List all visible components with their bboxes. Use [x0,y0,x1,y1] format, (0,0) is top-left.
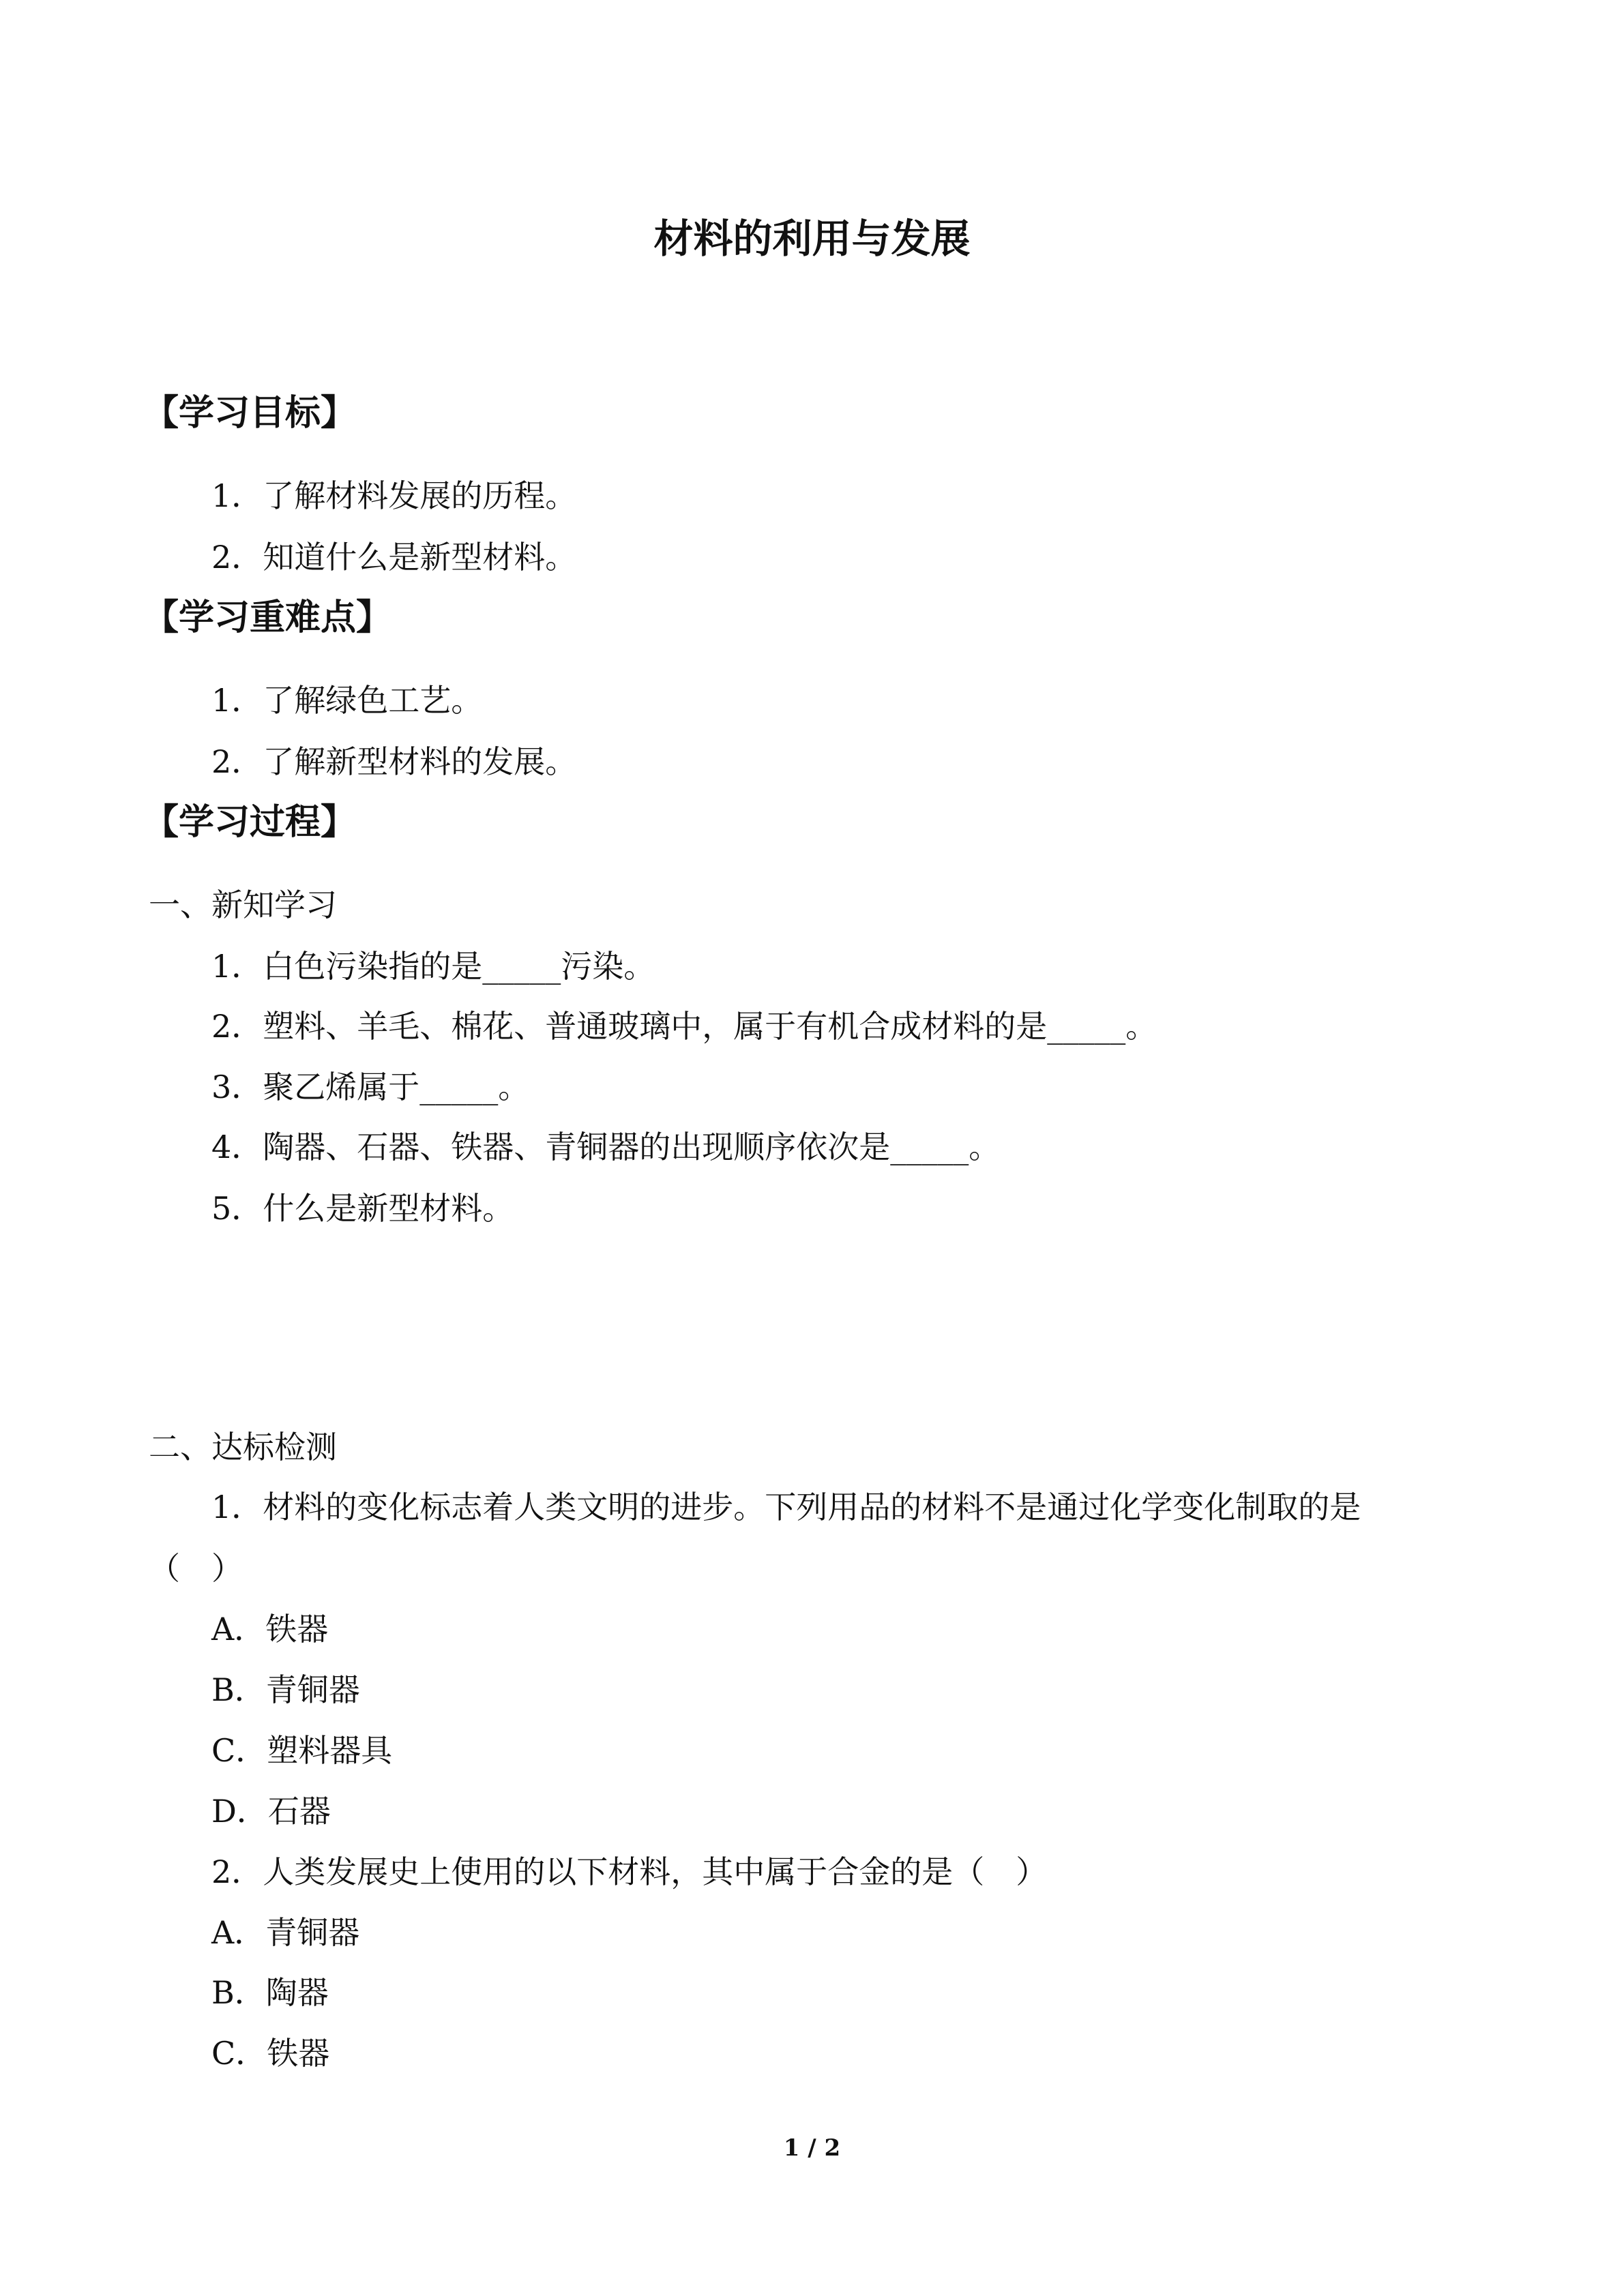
new-knowledge-item-4: 4．陶器、石器、铁器、青铜器的出现顺序依次是_____。 [211,1129,1001,1165]
objective-item-1: 1．了解材料发展的历程。 [211,477,577,514]
page-number: 1 / 2 [783,2134,841,2162]
question-2-option-b: B．陶器 [211,1974,329,2011]
new-knowledge-item-2: 2．塑料、羊毛、棉花、普通玻璃中，属于有机合成材料的是_____。 [211,1008,1157,1045]
key-point-item-1: 1．了解绿色工艺。 [211,682,483,719]
key-point-item-2: 2．了解新型材料的发展。 [211,743,577,780]
objective-item-2: 2．知道什么是新型材料。 [211,539,577,576]
new-knowledge-label: 一、新知学习 [149,886,337,923]
heading-key-points: 【学习重难点】 [143,597,392,638]
heading-process: 【学习过程】 [143,802,357,843]
question-1-option-a: A．铁器 [211,1611,329,1648]
question-1-option-c: C．塑料器具 [211,1732,393,1769]
question-1-stem-cont: （ ） [149,1550,243,1587]
question-1-option-d: D．石器 [211,1793,331,1830]
question-2-option-a: A．青铜器 [211,1914,360,1951]
new-knowledge-item-5: 5．什么是新型材料。 [211,1190,514,1227]
document-title: 材料的利用与发展 [653,215,971,262]
question-2-option-c: C．铁器 [211,2035,330,2072]
heading-objectives: 【学习目标】 [143,393,357,434]
question-1-option-b: B．青铜器 [211,1671,360,1708]
question-2-stem: 2．人类发展史上使用的以下材料，其中属于合金的是（ ） [211,1853,1048,1890]
new-knowledge-item-1: 1．白色污染指的是_____污染。 [211,948,655,985]
assessment-label: 二、达标检测 [149,1429,337,1465]
question-1-stem: 1．材料的变化标志着人类文明的进步。下列用品的材料不是通过化学变化制取的是 [211,1489,1361,1525]
new-knowledge-item-3: 3．聚乙烯属于_____。 [211,1069,530,1105]
